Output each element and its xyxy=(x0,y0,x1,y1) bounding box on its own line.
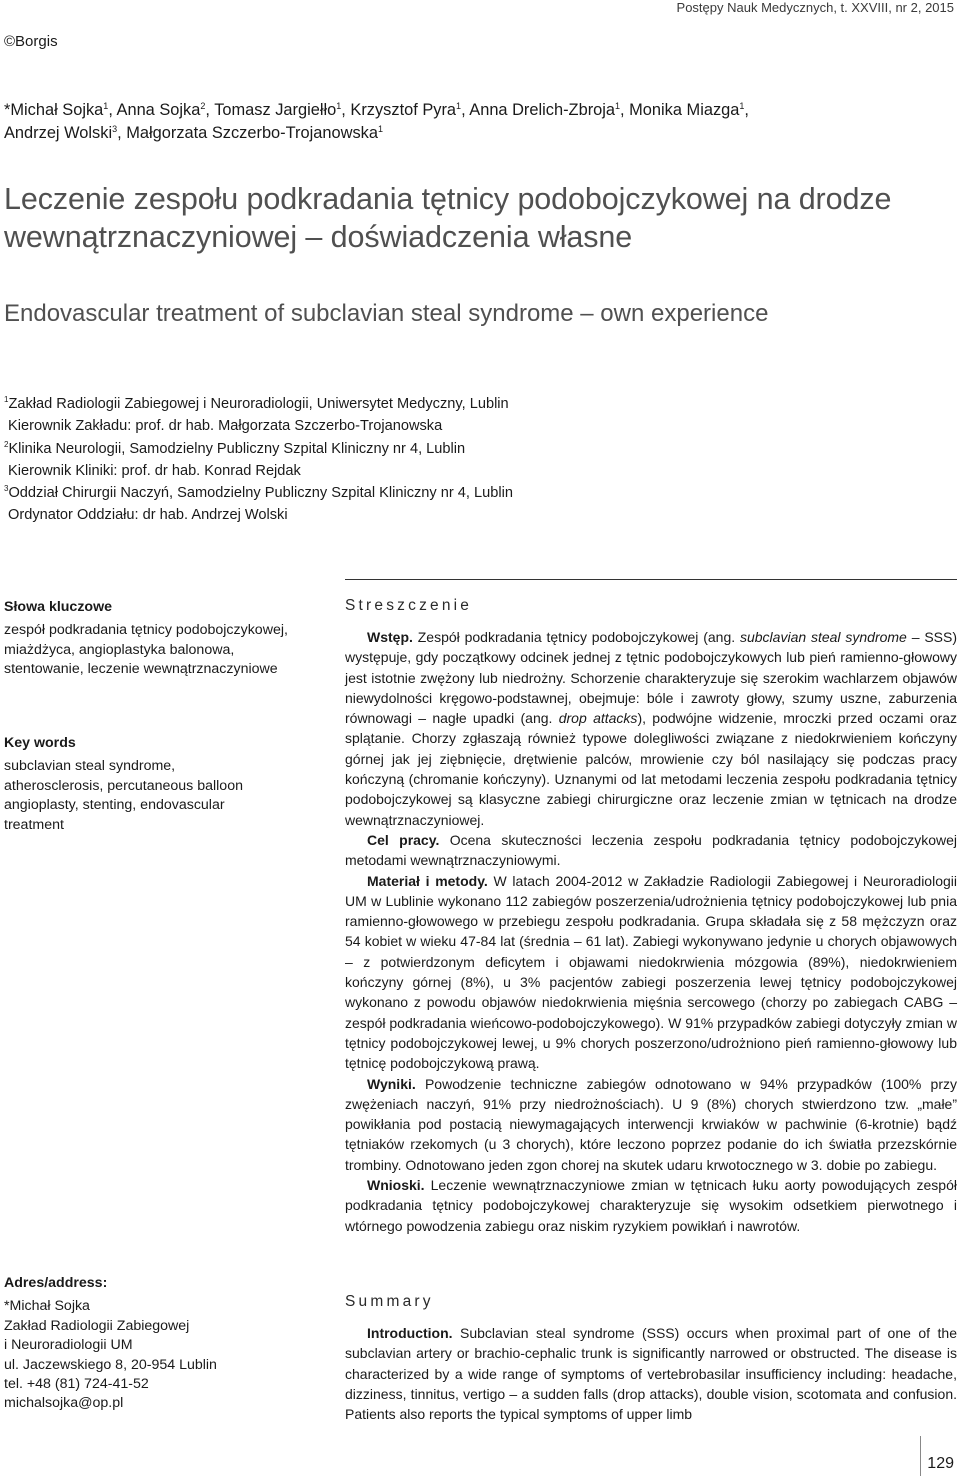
author-separator: , xyxy=(620,101,630,119)
affiliation-number: 1 xyxy=(4,395,9,404)
keywords-polish-text: zespół podkradania tętnicy podobojczykowej, miażdżyca, angioplastyka balonowa, stentowanie, leczenie wewnątrznaczyniowe xyxy=(4,622,288,678)
address-line: tel. +48 (81) 724-41-52 xyxy=(4,1376,149,1393)
address-line: *Michał Sojka xyxy=(4,1298,90,1315)
abstract-material: Materiał i metody. W latach 2004-2012 w Zakładzie Radiologii Zabiegowej i Neuroradiologii UM w Lublinie wykonano 112 zabiegów poszerzenia/udrożnienia tętnicy podobojczykowej lub pnia ramienno-głowowego w przebiegu zespołu podkradania. Grupa składała się z 58 mężczyzn oraz 54 kobiet w wieku 47-84 lat (średnia – 61 lat). Zabiegi wykonywano jedynie u chorych objawowych – z potwierdzonym deficytem i objawami niedokrwienia mózgowia (89%), niedokrwieniem kończyny górnej (8%), u 3% pacjentów zabiegi poszerzenia lewej tętnicy podobojczykowej wykonano z powodu objawów niedokrwienia mięśnia sercowego (chorzy po zabiegach CABG – zespół podkradania wieńcowo-podobojczykowego). W 91% przypadków zabiegi dotyczyły zmian w tętnicy podobojczykowej lewej, u 9% chorych poszerzono/udrożniono pień ramienno-głowowy lub tętnicę podobojczykową prawą. xyxy=(345,872,957,1072)
keywords-polish xyxy=(4,598,324,680)
affiliation-name xyxy=(4,482,804,504)
affiliation-head: Kierownik Kliniki: prof. dr hab. Konrad Rejdak xyxy=(8,462,301,479)
author-name: Krzysztof Pyra xyxy=(350,101,457,119)
affiliation-number: 2 xyxy=(4,439,9,449)
title-pl-line-2: wewnątrznaczyniowej – doświadczenia własne xyxy=(4,220,633,254)
author-affiliation-mark: 1 xyxy=(377,124,383,134)
author-separator: , xyxy=(461,101,470,119)
affiliations xyxy=(4,393,804,527)
correspondence-address xyxy=(4,1274,324,1414)
keywords-english-heading: Key words xyxy=(4,735,76,751)
author-affiliation-mark: 1 xyxy=(615,101,621,111)
author-separator: , xyxy=(108,101,117,119)
abstract-wstep: Wstęp. Zespół podkradania tętnicy podobojczykowej (ang. subclavian steal syndrome – SSS) występuje, gdy początkowy odcinek jednej z tętnic podobojczykowych lub pień ramienno-głowowy jest istotnie zwężony lub niedrożny. Schorzenie charakteryzuje się szerokim wachlarzem objawów niewydolności kręgowo-podstawnej, obejmuje: bóle i zawroty głowy, szumy uszne, zaburzenia równowagi – nagłe upadki (ang. drop attacks), podwójne widzenie, mroczki przed oczami oraz splątanie. Chorzy zgłaszają również typowe dolegliwości związane z niedokrwieniem kończyny górnej jak jej ziębnięcie, drętwienie palców, mrowienie czy ból nasilający się podczas pracy kończyną (chromanie kończyny). Uznanymi od lat metodami leczenia zespołu podkradania tętnicy podobojczykowej są klasyczne zabiegi chirurgiczne oraz leczenie zmian w tętnicach na drodze wewnątrznaczyniowej. xyxy=(345,629,958,828)
address-heading: Adres/address: xyxy=(4,1275,108,1291)
affiliation-name xyxy=(4,438,804,460)
author-affiliation-mark: 3 xyxy=(112,124,118,134)
author-affiliation-mark: 1 xyxy=(103,101,109,111)
author-separator: , xyxy=(205,101,215,119)
article-title-english: Endovascular treatment of subclavian steal syndrome – own experience xyxy=(4,300,769,327)
author-list xyxy=(4,99,954,145)
affiliation-institution: Klinika Neurologii, Samodzielny Publiczny Szpital Kliniczny nr 4, Lublin xyxy=(8,440,466,457)
article-title-polish xyxy=(4,180,954,256)
abstract-wnioski: Wnioski. Leczenie wewnątrznaczyniowe zmian w tętnicach łuku aorty powodujących zespół podkradania tętnicy podobojczykowej charakteryzuje się wysokim odsetkiem pierwotnego i wtórnego powodzenia zabiegu oraz niskim ryzykiem powikłań i nawrotów. xyxy=(345,1177,957,1234)
affiliation-institution: Oddział Chirurgii Naczyń, Samodzielny Publiczny Szpital Kliniczny nr 4, Lublin xyxy=(8,485,513,502)
summary-heading: Summary xyxy=(345,1293,434,1310)
keywords-english-text: subclavian steal syndrome, atherosclerosis, percutaneous balloon angioplasty, stenting, endovascular treatment xyxy=(4,758,243,833)
affiliation-head: Kierownik Zakładu: prof. dr hab. Małgorzata Szczerbo-Trojanowska xyxy=(8,418,443,435)
title-pl-line-1: Leczenie zespołu podkradania tętnicy podobojczykowej na drodze xyxy=(4,182,892,216)
page-number-divider xyxy=(920,1436,921,1476)
affiliation-number: 3 xyxy=(4,484,9,494)
author-separator: , xyxy=(744,101,749,119)
abstract-english xyxy=(345,1323,957,1424)
abstract-polish xyxy=(345,627,957,1236)
author-affiliation-mark: 2 xyxy=(200,101,206,111)
keywords-english xyxy=(4,734,324,835)
address-line: ul. Jaczewskiego 8, 20-954 Lublin xyxy=(4,1356,217,1373)
streszczenie-heading: Streszczenie xyxy=(345,597,473,614)
author-name: Anna Sojka xyxy=(116,101,201,119)
author-name: *Michał Sojka xyxy=(4,101,104,119)
author-name: Tomasz Jargiełło xyxy=(214,101,337,119)
author-name: Monika Miazga xyxy=(629,101,740,119)
abstract-wyniki: Wyniki. Powodzenie techniczne zabiegów odnotowano w 94% przypadków (100% przy zwężeniach naczyń, 91% przy niedrożnościach). U 9 (8%) chorych stwierdzono tzw. „małe” powikłania pod postacią niewymagających interwencji krwiaków w pachwinie (6-krotnie) bądź tętniaków rzekomych (u 3 chorych), które leczono poprzez podanie do ich światła przezskórnie trombiny. Odnotowano jeden zgon chorej na skutek udaru krwotocznego w 3. dobie po zabiegu. xyxy=(345,1075,957,1173)
publisher-label: ©Borgis xyxy=(4,33,58,50)
author-separator: , xyxy=(341,101,351,119)
address-line: Zakład Radiologii Zabiegowej xyxy=(4,1317,190,1334)
author-name: Anna Drelich-Zbroja xyxy=(469,101,616,119)
journal-header: Postępy Nauk Medycznych, t. XXVIII, nr 2, 2015 xyxy=(676,0,954,15)
section-divider xyxy=(345,579,957,580)
author-affiliation-mark: 1 xyxy=(336,101,342,111)
abstract-cel: Cel pracy. Ocena skuteczności leczenia zespołu podkradania tętnicy podobojczykowej metodami wewnątrznaczyniowymi. xyxy=(345,831,957,869)
author-affiliation-mark: 1 xyxy=(456,101,462,111)
address-email: michalsojka@op.pl xyxy=(4,1395,124,1412)
author-separator: , xyxy=(117,124,127,142)
address-line: i Neuroradiologii UM xyxy=(4,1337,133,1354)
author-name: Małgorzata Szczerbo-Trojanowska xyxy=(126,124,378,142)
author-name: Andrzej Wolski xyxy=(4,124,113,142)
keywords-polish-heading: Słowa kluczowe xyxy=(4,599,113,615)
page-number: 129 xyxy=(927,1455,954,1472)
affiliation-name xyxy=(4,393,804,415)
affiliation-institution: Zakład Radiologii Zabiegowej i Neuroradiologii, Uniwersytet Medyczny, Lublin xyxy=(8,396,509,412)
summary-introduction: Introduction. Subclavian steal syndrome (SSS) occurs when proximal part of one of the subclavian artery or brachio-cephalic trunk is significantly narrowed or obstructed. The disease is characterized by a wide range of symptoms of vertebrobasilar insufficiency including: headache, dizziness, tinnitus, vertigo – a sudden falls (drop attacks), double vision, scotomata and confusion. Patients also reports the typical symptoms of upper limb xyxy=(345,1325,957,1423)
author-affiliation-mark: 1 xyxy=(739,101,745,111)
affiliation-head: Ordynator Oddziału: dr hab. Andrzej Wolski xyxy=(8,507,288,524)
